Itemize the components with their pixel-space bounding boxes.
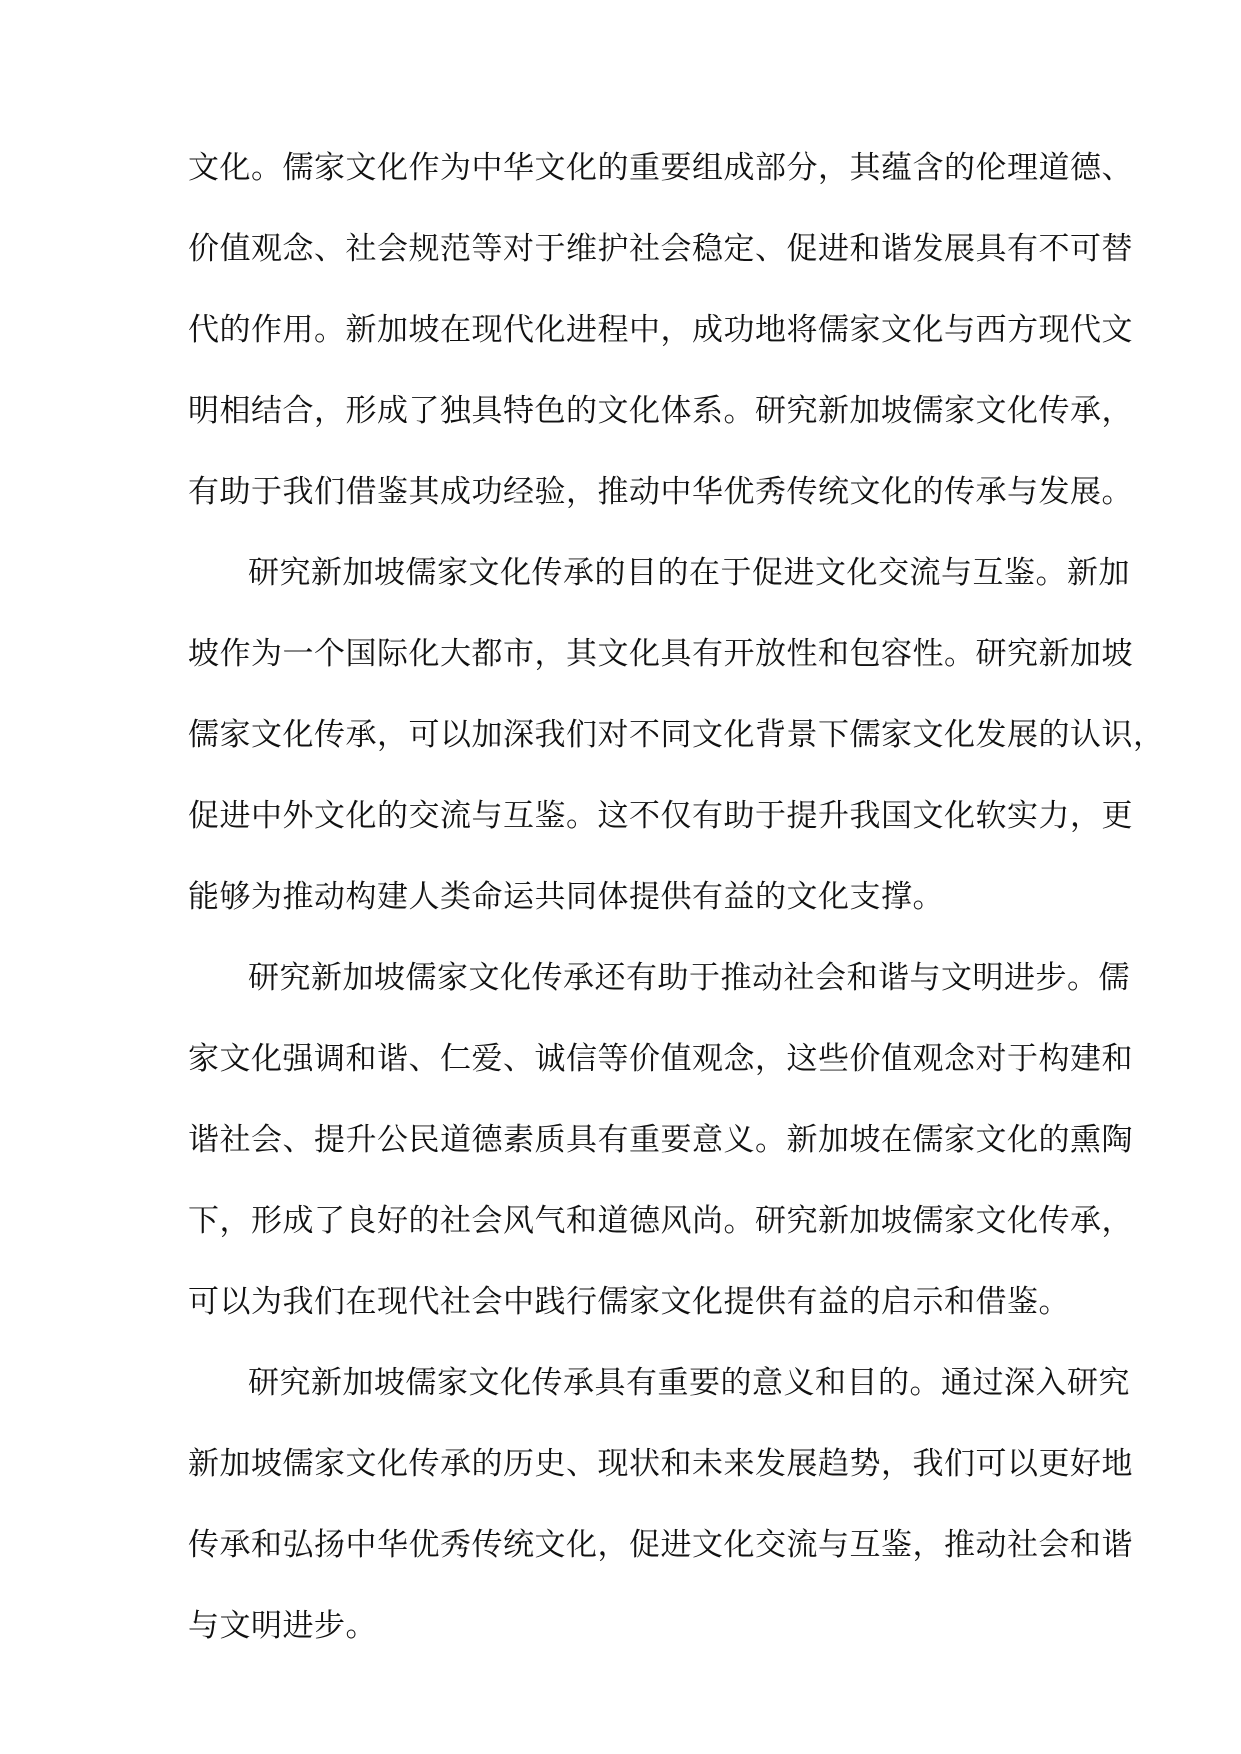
text-line: 能够为推动构建人类命运共同体提供有益的文化支撑。 (188, 879, 944, 915)
text-line: 儒家文化传承，可以加深我们对不同文化背景下儒家文化发展的认识， (188, 717, 1165, 753)
text-line: 促进中外文化的交流与互鉴。这不仅有助于提升我国文化软实力，更 (188, 798, 1133, 834)
text-line: 代的作用。新加坡在现代化进程中，成功地将儒家文化与西方现代文 (188, 312, 1133, 348)
text-line: 坡作为一个国际化大都市，其文化具有开放性和包容性。研究新加坡 (188, 636, 1133, 672)
document-body (188, 128, 1165, 1667)
text-line: 明相结合，形成了独具特色的文化体系。研究新加坡儒家文化传承， (188, 393, 1133, 429)
text-line: 传承和弘扬中华优秀传统文化，促进文化交流与互鉴，推动社会和谐 (188, 1527, 1133, 1563)
text-line: 谐社会、提升公民道德素质具有重要意义。新加坡在儒家文化的熏陶 (188, 1122, 1133, 1158)
paragraph-first-line: 研究新加坡儒家文化传承具有重要的意义和目的。通过深入研究 (248, 1365, 1130, 1401)
text-line: 与文明进步。 (188, 1608, 377, 1644)
paragraph-first-line: 研究新加坡儒家文化传承还有助于推动社会和谐与文明进步。儒 (248, 960, 1130, 996)
text-line: 有助于我们借鉴其成功经验，推动中华优秀传统文化的传承与发展。 (188, 474, 1133, 510)
paragraph-first-line: 研究新加坡儒家文化传承的目的在于促进文化交流与互鉴。新加 (248, 555, 1130, 591)
text-line: 文化。儒家文化作为中华文化的重要组成部分，其蕴含的伦理道德、 (188, 150, 1133, 186)
text-line: 价值观念、社会规范等对于维护社会稳定、促进和谐发展具有不可替 (188, 231, 1133, 267)
text-line: 家文化强调和谐、仁爱、诚信等价值观念，这些价值观念对于构建和 (188, 1041, 1133, 1077)
text-line: 下，形成了良好的社会风气和道德风尚。研究新加坡儒家文化传承， (188, 1203, 1133, 1239)
text-line: 可以为我们在现代社会中践行儒家文化提供有益的启示和借鉴。 (188, 1284, 1070, 1320)
text-line: 新加坡儒家文化传承的历史、现状和未来发展趋势，我们可以更好地 (188, 1446, 1133, 1482)
